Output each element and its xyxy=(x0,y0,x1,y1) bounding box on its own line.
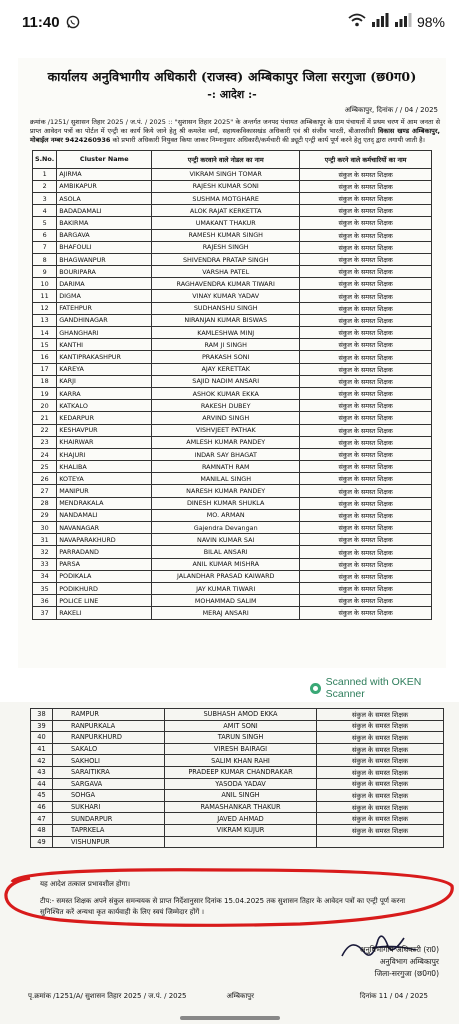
row-nodal: ASHOK KUMAR EKKA xyxy=(152,387,300,399)
row-cluster: KAREYA xyxy=(57,363,152,375)
signatory-division: अनुविभाग अम्बिकापुर xyxy=(379,957,439,966)
note-text: टीप:- समस्त शिक्षक अपने संकुल समन्वयक से प्राप्त निर्देशानुसार दिनांक 15.04.2025 तक सुशासन तिहार के आवेदन पत्रों का एन्ट्री पूर्ण करना सुनिश्चित करें अन्यथा कृत कार्यवाही के लिए स्वयं जिम्मेदार होंगें । xyxy=(40,897,406,916)
row-nodal: YASODA YADAV xyxy=(165,778,317,790)
table-row xyxy=(33,180,432,192)
row-staff: संकुल के समस्त शिक्षक xyxy=(300,205,432,217)
row-nodal: RAJESH KUMAR SONI xyxy=(152,180,300,192)
col-sno: S.No. xyxy=(33,150,57,168)
table-row xyxy=(33,375,432,387)
row-staff: संकुल के समस्त शिक्षक xyxy=(317,766,444,778)
row-sno: 38 xyxy=(31,709,53,721)
col-nodal: एन्ट्री करवाने वाले नोडल का नाम xyxy=(152,150,300,168)
row-staff: संकुल के समस्त शिक्षक xyxy=(317,709,444,721)
row-sno: 40 xyxy=(31,732,53,744)
row-sno: 10 xyxy=(33,278,57,290)
row-staff: संकुल के समस्त शिक्षक xyxy=(300,400,432,412)
table-row xyxy=(31,836,444,848)
status-right xyxy=(348,13,445,32)
row-nodal: RAGHAVENDRA KUMAR TIWARI xyxy=(152,278,300,290)
row-sno: 6 xyxy=(33,229,57,241)
row-sno: 11 xyxy=(33,290,57,302)
footer-ref-number: पृ.क्रमांक /1251/A/ सुशासन तिहार 2025 / ज.पं. / 2025 xyxy=(28,992,187,1000)
row-staff: संकुल के समस्त शिक्षक xyxy=(300,497,432,509)
row-cluster: BHAGWANPUR xyxy=(57,253,152,265)
row-sno: 14 xyxy=(33,327,57,339)
row-cluster: KARRA xyxy=(57,387,152,399)
table-row xyxy=(33,205,432,217)
paragraph-part-2: विकास खण्ड अम्बिकापुर, मोबाईल नम्बर 9424260936 xyxy=(30,127,440,145)
row-staff: संकुल के समस्त शिक्षक xyxy=(300,290,432,302)
row-nodal: SUSHMA MOTGHARE xyxy=(152,192,300,204)
signal-icon-2 xyxy=(394,13,412,32)
table-row xyxy=(31,766,444,778)
table-row xyxy=(31,732,444,744)
table-row xyxy=(33,266,432,278)
row-cluster: NANDAMALI xyxy=(57,509,152,521)
row-sno: 35 xyxy=(33,582,57,594)
col-staff: एन्ट्री करने वाले कर्मचारियों का नाम xyxy=(300,150,432,168)
row-sno: 21 xyxy=(33,412,57,424)
row-sno: 37 xyxy=(33,607,57,619)
row-nodal: MOHAMMAD SALIM xyxy=(152,595,300,607)
row-cluster: RANPURKALA xyxy=(53,720,165,732)
table-row xyxy=(31,801,444,813)
row-staff: संकुल के समस्त शिक्षक xyxy=(300,461,432,473)
row-staff: संकुल के समस्त शिक्षक xyxy=(300,570,432,582)
row-cluster: PARSA xyxy=(57,558,152,570)
row-staff: संकुल के समस्त शिक्षक xyxy=(300,266,432,278)
row-cluster: BARGAVA xyxy=(57,229,152,241)
row-nodal: RAMNATH RAM xyxy=(152,461,300,473)
whatsapp-icon xyxy=(66,15,80,29)
row-nodal: JAY KUMAR TIWARI xyxy=(152,582,300,594)
row-nodal: AJAY KERETTAK xyxy=(152,363,300,375)
table-row xyxy=(33,278,432,290)
status-bar xyxy=(0,0,459,44)
table-row xyxy=(33,509,432,521)
row-sno: 34 xyxy=(33,570,57,582)
table-row xyxy=(33,400,432,412)
table-row xyxy=(33,570,432,582)
row-cluster: ASOLA xyxy=(57,192,152,204)
row-cluster: NAVAPARAKHURD xyxy=(57,534,152,546)
row-staff: संकुल के समस्त शिक्षक xyxy=(317,743,444,755)
table-row xyxy=(33,302,432,314)
row-staff: संकुल के समस्त शिक्षक xyxy=(300,558,432,570)
table-row xyxy=(33,363,432,375)
row-cluster: POLICE LINE xyxy=(57,595,152,607)
table-row xyxy=(33,582,432,594)
row-cluster: SARGAVA xyxy=(53,778,165,790)
table-row xyxy=(33,192,432,204)
row-staff: संकुल के समस्त शिक्षक xyxy=(300,436,432,448)
row-sno: 7 xyxy=(33,241,57,253)
row-cluster: DARIMA xyxy=(57,278,152,290)
row-nodal: JAVED AHMAD xyxy=(165,813,317,825)
row-sno: 41 xyxy=(31,743,53,755)
row-sno: 16 xyxy=(33,351,57,363)
row-staff: संकुल के समस्त शिक्षक xyxy=(317,790,444,802)
row-nodal: PRAKASH SONI xyxy=(152,351,300,363)
row-staff: संकुल के समस्त शिक्षक xyxy=(300,473,432,485)
row-cluster: PODIKHURD xyxy=(57,582,152,594)
duty-table xyxy=(32,150,432,620)
row-sno: 8 xyxy=(33,253,57,265)
row-cluster: BAKIRMA xyxy=(57,217,152,229)
row-nodal: ANIL KUMAR MISHRA xyxy=(152,558,300,570)
row-cluster: SAKHOLI xyxy=(53,755,165,767)
table-row xyxy=(31,778,444,790)
row-sno: 47 xyxy=(31,813,53,825)
row-cluster: KANTHI xyxy=(57,339,152,351)
row-cluster: KANTIPRAKASHPUR xyxy=(57,351,152,363)
table-row xyxy=(31,743,444,755)
signatory-designation: अनुविभागीय अधिकारी (रा0) xyxy=(359,945,439,954)
table-row xyxy=(33,253,432,265)
row-cluster: SUKHARI xyxy=(53,801,165,813)
row-staff: संकुल के समस्त शिक्षक xyxy=(300,412,432,424)
row-cluster: KESHAVPUR xyxy=(57,424,152,436)
row-nodal: MERAJ ANSARI xyxy=(152,607,300,619)
row-sno: 36 xyxy=(33,595,57,607)
row-sno: 39 xyxy=(31,720,53,732)
table-row xyxy=(33,546,432,558)
row-nodal: TARUN SINGH xyxy=(165,732,317,744)
battery-level: 98% xyxy=(416,14,445,30)
row-cluster: AMBIKAPUR xyxy=(57,180,152,192)
row-nodal: JALANDHAR PRASAD KAIWARD xyxy=(152,570,300,582)
row-staff: संकुल के समस्त शिक्षक xyxy=(300,351,432,363)
row-staff: संकुल के समस्त शिक्षक xyxy=(317,755,444,767)
table-row xyxy=(33,339,432,351)
home-indicator[interactable] xyxy=(180,1016,280,1020)
row-sno: 44 xyxy=(31,778,53,790)
order-paragraph xyxy=(18,118,446,146)
table-row xyxy=(33,168,432,180)
signal-icon xyxy=(371,13,389,32)
row-staff: संकुल के समस्त शिक्षक xyxy=(300,192,432,204)
row-staff: संकुल के समस्त शिक्षक xyxy=(300,253,432,265)
row-sno: 26 xyxy=(33,473,57,485)
row-nodal: AMIT SONI xyxy=(165,720,317,732)
table-row xyxy=(33,558,432,570)
oken-scanner-logo-icon xyxy=(310,683,321,694)
row-staff: संकुल के समस्त शिक्षक xyxy=(300,180,432,192)
row-nodal: ANIL SINGH xyxy=(165,790,317,802)
row-staff: संकुल के समस्त शिक्षक xyxy=(300,363,432,375)
footer-reference xyxy=(28,992,428,1001)
row-cluster: BADADAMALI xyxy=(57,205,152,217)
row-nodal: NAVIN KUMAR SAI xyxy=(152,534,300,546)
row-staff: संकुल के समस्त शिक्षक xyxy=(300,241,432,253)
row-sno: 29 xyxy=(33,509,57,521)
row-staff: संकुल के समस्त शिक्षक xyxy=(300,448,432,460)
order-heading: -: आदेश :- xyxy=(207,88,257,101)
row-staff: संकुल के समस्त शिक्षक xyxy=(300,217,432,229)
row-sno: 3 xyxy=(33,192,57,204)
paragraph-part-1: क्रमांक /1251/ सुशासन तिहार 2025 / ज.पं. / 2025 :: "सुशासन तिहार 2025" के अन्तर्गत जनपद पंचायत अम्बिकापुर के ग्राम पंचायतों में प्रथम चरण में आम जनता से प्राप्त आवेदन पत्रों का पोर्टल में एन्ट्री का कार्य किये जाने हेतु श्री कमलेश वर्मा, सहायकविकासखंड अधिकारी एवं श्री संजीव भारती, बीआरसीसी xyxy=(30,118,440,136)
row-cluster: KATKALO xyxy=(57,400,152,412)
row-cluster: VISHUNPUR xyxy=(53,836,165,848)
row-staff: संकुल के समस्त शिक्षक xyxy=(317,801,444,813)
row-nodal: ALOK RAJAT KERKETTA xyxy=(152,205,300,217)
duty-table-continued xyxy=(30,708,444,848)
row-cluster: SARAITIKRA xyxy=(53,766,165,778)
row-nodal: RAMASHANKAR THAKUR xyxy=(165,801,317,813)
col-cluster: Cluster Name xyxy=(57,150,152,168)
row-cluster: SUNDARPUR xyxy=(53,813,165,825)
row-staff: संकुल के समस्त शिक्षक xyxy=(300,424,432,436)
row-nodal: Gajendra Devangan xyxy=(152,522,300,534)
row-staff: संकुल के समस्त शिक्षक xyxy=(300,607,432,619)
row-cluster: KOTEYA xyxy=(57,473,152,485)
table-row xyxy=(31,790,444,802)
row-cluster: GHANGHARI xyxy=(57,327,152,339)
row-cluster: KARJI xyxy=(57,375,152,387)
row-nodal: RAJESH SINGH xyxy=(152,241,300,253)
row-cluster: SOHGA xyxy=(53,790,165,802)
row-staff: संकुल के समस्त शिक्षक xyxy=(300,302,432,314)
table-row xyxy=(33,387,432,399)
table-row xyxy=(33,595,432,607)
row-nodal: MANILAL SINGH xyxy=(152,473,300,485)
row-nodal: INDAR SAY BHAGAT xyxy=(152,448,300,460)
row-staff: संकुल के समस्त शिक्षक xyxy=(317,720,444,732)
row-cluster: BHAFOULI xyxy=(57,241,152,253)
row-sno: 15 xyxy=(33,339,57,351)
row-staff: संकुल के समस्त शिक्षक xyxy=(300,485,432,497)
row-staff: संकुल के समस्त शिक्षक xyxy=(300,327,432,339)
footer-place: अम्बिकापुर xyxy=(226,992,254,1000)
status-time: 11:40 xyxy=(22,13,60,31)
row-sno: 13 xyxy=(33,314,57,326)
row-cluster: BOURIPARA xyxy=(57,266,152,278)
footer-date: दिनांक 11 / 04 / 2025 xyxy=(359,992,428,1000)
row-staff: संकुल के समस्त शिक्षक xyxy=(317,778,444,790)
row-nodal: SAJID NADIM ANSARI xyxy=(152,375,300,387)
signatory-district: जिला-सरगुजा (छ0ग0) xyxy=(374,969,439,978)
row-cluster: PARRADAND xyxy=(57,546,152,558)
row-nodal: SUBHASH AMOD EKKA xyxy=(165,709,317,721)
row-cluster: AJIRMA xyxy=(57,168,152,180)
row-cluster: TAPRKELA xyxy=(53,824,165,836)
scanner-watermark xyxy=(310,676,459,700)
row-sno: 18 xyxy=(33,375,57,387)
order-date: अम्बिकापुर, दिनांक / / 04 / 2025 xyxy=(344,106,438,114)
row-nodal: BILAL ANSARI xyxy=(152,546,300,558)
row-sno: 24 xyxy=(33,448,57,460)
row-sno: 32 xyxy=(33,546,57,558)
row-staff: संकुल के समस्त शिक्षक xyxy=(300,375,432,387)
row-sno: 12 xyxy=(33,302,57,314)
row-sno: 48 xyxy=(31,824,53,836)
row-nodal: PRADEEP KUMAR CHANDRAKAR xyxy=(165,766,317,778)
effect-line: यह आदेश तत्काल प्रभावशील होगा। xyxy=(40,880,130,888)
row-nodal: NARESH KUMAR PANDEY xyxy=(152,485,300,497)
row-cluster: NAVANAGAR xyxy=(57,522,152,534)
row-sno: 23 xyxy=(33,436,57,448)
table-row xyxy=(33,424,432,436)
row-sno: 5 xyxy=(33,217,57,229)
row-staff: संकुल के समस्त शिक्षक xyxy=(300,595,432,607)
row-nodal: AMLESH KUMAR PANDEY xyxy=(152,436,300,448)
row-cluster: MENDRAKALA xyxy=(57,497,152,509)
row-nodal: VINAY KUMAR YADAV xyxy=(152,290,300,302)
table-row xyxy=(33,314,432,326)
signature-block xyxy=(360,944,439,980)
row-sno: 42 xyxy=(31,755,53,767)
row-staff: संकुल के समस्त शिक्षक xyxy=(300,339,432,351)
table-row xyxy=(33,448,432,460)
row-staff: संकुल के समस्त शिक्षक xyxy=(300,546,432,558)
row-nodal: VIKRAM KUJUR xyxy=(165,824,317,836)
row-nodal: RAKESH DUBEY xyxy=(152,400,300,412)
row-nodal: SHIVENDRA PRATAP SINGH xyxy=(152,253,300,265)
table-body xyxy=(33,168,432,619)
row-staff: संकुल के समस्त शिक्षक xyxy=(300,278,432,290)
table-row xyxy=(33,497,432,509)
row-sno: 1 xyxy=(33,168,57,180)
row-sno: 45 xyxy=(31,790,53,802)
row-nodal: VARSHA PATEL xyxy=(152,266,300,278)
table-row xyxy=(31,720,444,732)
row-nodal: VIRESH BAIRAGI xyxy=(165,743,317,755)
row-nodal: MO. ARMAN xyxy=(152,509,300,521)
table-row xyxy=(33,290,432,302)
row-staff: संकुल के समस्त शिक्षक xyxy=(300,387,432,399)
row-sno: 25 xyxy=(33,461,57,473)
scanner-watermark-text: Scanned with OKEN Scanner xyxy=(325,676,422,700)
row-staff: संकुल के समस्त शिक्षक xyxy=(317,732,444,744)
row-sno: 19 xyxy=(33,387,57,399)
row-sno: 49 xyxy=(31,836,53,848)
row-nodal: VIKRAM SINGH TOMAR xyxy=(152,168,300,180)
table-row xyxy=(31,755,444,767)
paragraph-part-3: को प्रभारी अधिकारी नियुक्त किया जाकर निम्नानुसार अधिकारी/कर्मचारी की ड्यूटी एन्ट्री कार्य पूर्ण करने हेतु एतद् द्वारा लगायी जाती है। xyxy=(110,136,425,145)
row-nodal: DINESH KUMAR SHUKLA xyxy=(152,497,300,509)
row-cluster: KHAJURI xyxy=(57,448,152,460)
table-row xyxy=(33,485,432,497)
row-nodal: SUDHANSHU SINGH xyxy=(152,302,300,314)
table-row xyxy=(33,351,432,363)
row-staff: संकुल के समस्त शिक्षक xyxy=(317,813,444,825)
row-cluster: SAKALO xyxy=(53,743,165,755)
row-cluster: RANPURKHURD xyxy=(53,732,165,744)
row-nodal: KAMLESHWA MINJ xyxy=(152,327,300,339)
row-cluster: MANIPUR xyxy=(57,485,152,497)
row-nodal: VISHVJEET PATHAK xyxy=(152,424,300,436)
row-cluster: GANDHINAGAR xyxy=(57,314,152,326)
row-staff: संकुल के समस्त शिक्षक xyxy=(300,522,432,534)
row-cluster: DIGMA xyxy=(57,290,152,302)
row-staff: संकुल के समस्त शिक्षक xyxy=(317,824,444,836)
table-row xyxy=(33,436,432,448)
table-body-continued xyxy=(31,709,444,848)
row-sno: 31 xyxy=(33,534,57,546)
table-row xyxy=(31,709,444,721)
row-cluster: FATEHPUR xyxy=(57,302,152,314)
row-nodal: NIRANJAN KUMAR BISWAS xyxy=(152,314,300,326)
table-row xyxy=(33,217,432,229)
row-sno: 33 xyxy=(33,558,57,570)
row-cluster: KHAIRWAR xyxy=(57,436,152,448)
row-nodal: ARVIND SINGH xyxy=(152,412,300,424)
row-nodal xyxy=(165,836,317,848)
row-sno: 28 xyxy=(33,497,57,509)
row-sno: 20 xyxy=(33,400,57,412)
row-nodal: RAMESH KUMAR SINGH xyxy=(152,229,300,241)
row-staff: संकुल के समस्त शिक्षक xyxy=(300,229,432,241)
row-sno: 30 xyxy=(33,522,57,534)
row-staff: संकुल के समस्त शिक्षक xyxy=(300,168,432,180)
table-row xyxy=(33,461,432,473)
row-sno: 46 xyxy=(31,801,53,813)
row-sno: 22 xyxy=(33,424,57,436)
table-row xyxy=(33,327,432,339)
table-header-row xyxy=(33,150,432,168)
row-nodal: SALIM KHAN RAHI xyxy=(165,755,317,767)
table-row xyxy=(33,607,432,619)
table-row xyxy=(33,229,432,241)
row-sno: 9 xyxy=(33,266,57,278)
row-sno: 43 xyxy=(31,766,53,778)
row-cluster: RAMPUR xyxy=(53,709,165,721)
wifi-icon xyxy=(348,13,366,32)
table-row xyxy=(33,522,432,534)
row-cluster: RAKELI xyxy=(57,607,152,619)
row-sno: 27 xyxy=(33,485,57,497)
row-cluster: KEDARPUR xyxy=(57,412,152,424)
document-page-1 xyxy=(18,58,446,668)
table-row xyxy=(31,813,444,825)
table-row xyxy=(33,473,432,485)
row-sno: 4 xyxy=(33,205,57,217)
row-cluster: PODIKALA xyxy=(57,570,152,582)
row-sno: 17 xyxy=(33,363,57,375)
row-cluster: KHALIBA xyxy=(57,461,152,473)
table-row xyxy=(33,412,432,424)
row-sno: 2 xyxy=(33,180,57,192)
row-staff: संकुल के समस्त शिक्षक xyxy=(300,509,432,521)
table-row xyxy=(33,241,432,253)
office-title: कार्यालय अनुविभागीय अधिकारी (राजस्व) अम्बिकापुर जिला सरगुजा (छ0ग0) xyxy=(47,69,417,84)
row-staff: संकुल के समस्त शिक्षक xyxy=(300,314,432,326)
row-staff: संकुल के समस्त शिक्षक xyxy=(300,582,432,594)
row-staff xyxy=(317,836,444,848)
row-nodal: UMAKANT THAKUR xyxy=(152,217,300,229)
table-row xyxy=(33,534,432,546)
row-staff: संकुल के समस्त शिक्षक xyxy=(300,534,432,546)
table-row xyxy=(31,824,444,836)
row-nodal: RAM JI SINGH xyxy=(152,339,300,351)
